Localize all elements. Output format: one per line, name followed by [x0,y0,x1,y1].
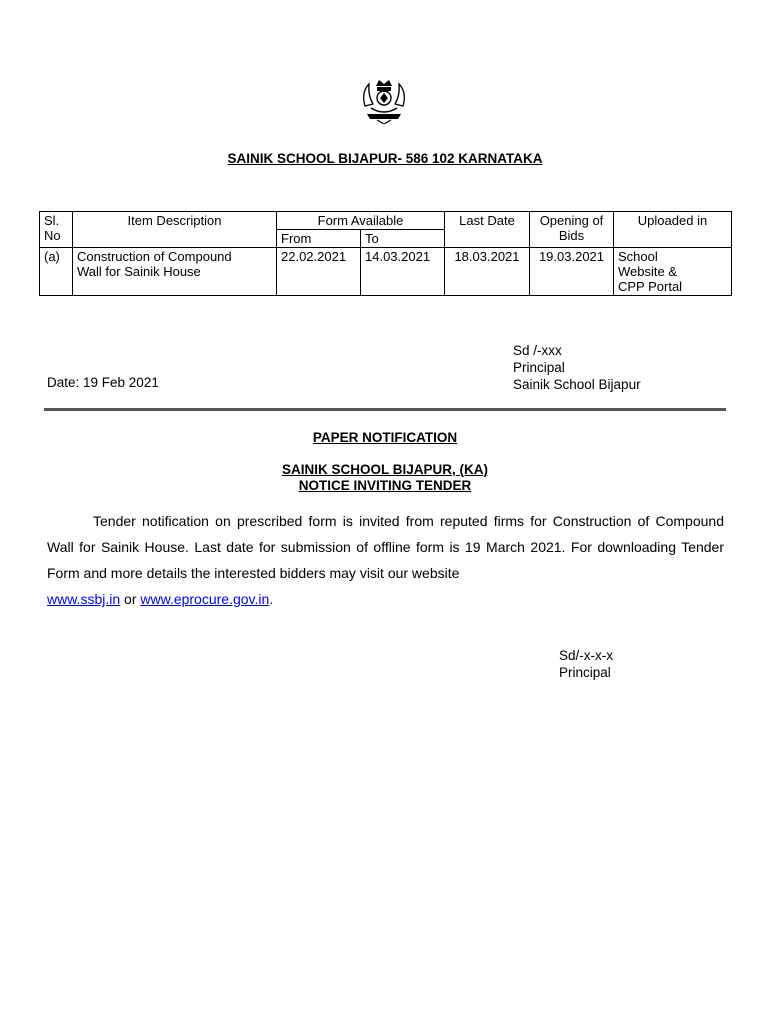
paper-notification-title: PAPER NOTIFICATION [312,430,458,445]
signature2-sd: Sd/-x-x-x [559,648,613,663]
cell-opening: 19.03.2021 [530,248,614,296]
sentence-end: . [269,591,274,607]
notification-body [47,508,724,612]
header-sl-no [40,212,73,248]
school-emblem-icon [357,76,411,124]
divider [44,408,726,411]
header-opening-line2: Bids [558,228,585,243]
link-separator-text: or [124,591,137,607]
date-line: Date: 19 Feb 2021 [47,375,159,390]
cell-sl: (a) [40,248,73,296]
signature1-school: Sainik School Bijapur [513,377,641,392]
header-to: To [361,230,445,248]
notification-subtitle-school: SAINIK SCHOOL BIJAPUR, (KA) [281,462,488,477]
cell-item [73,248,277,296]
cell-to: 14.03.2021 [361,248,445,296]
signature1-sd: Sd /-xxx [513,343,562,358]
header-last-date: Last Date [445,212,530,248]
header-uploaded-in: Uploaded in [614,212,732,248]
header-opening-line1: Opening of [539,213,604,228]
signature-block-2 [559,647,613,681]
table-header-row [40,212,732,230]
cell-item-line2: Wall for Sainik House [77,264,201,279]
link-eprocure[interactable]: www.eprocure.gov.in [140,591,270,607]
signature2-title: Principal [559,665,611,680]
header-opening-of-bids [530,212,614,248]
header-form-available: Form Available [277,212,445,230]
cell-last-date: 18.03.2021 [445,248,530,296]
cell-uploaded-line3: CPP Portal [618,279,683,294]
school-heading: SAINIK SCHOOL BIJAPUR- 586 102 KARNATAKA [227,151,543,166]
tender-table [39,211,732,296]
notification-text: Tender notification on prescribed form is invited from reputed firms for Construction of Compound Wall for Sainik House. Last date for submission of offline form is 19 March 2021. For downloading Tender Form and more details the interested bidders may visit our website [47,513,724,581]
notification-subtitle-tender: NOTICE INVITING TENDER [298,478,472,493]
header-from: From [277,230,361,248]
header-item-description: Item Description [73,212,277,248]
signature-block-1 [513,342,641,393]
link-ssbj[interactable]: www.ssbj.in [47,591,121,607]
cell-uploaded-line1: School [618,249,658,264]
signature1-title: Principal [513,360,565,375]
header-sl-line1: Sl. [44,213,60,228]
cell-uploaded [614,248,732,296]
cell-item-line1: Construction of Compound [77,249,232,264]
cell-uploaded-line2: Website & [618,264,678,279]
header-sl-line2: No [44,228,61,243]
cell-from: 22.02.2021 [277,248,361,296]
table-row [40,248,732,296]
